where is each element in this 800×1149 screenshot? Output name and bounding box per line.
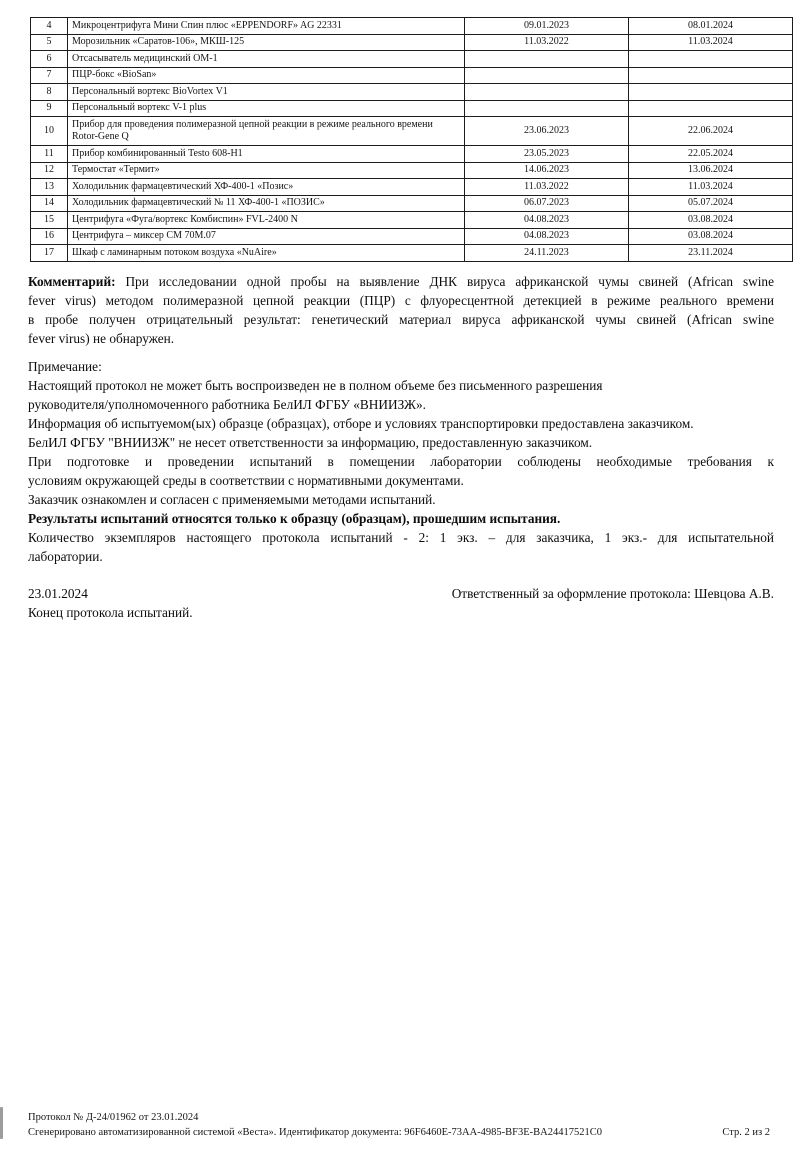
verification-date-cell: 11.03.2022 xyxy=(465,34,629,51)
notes-section xyxy=(28,357,774,566)
footer-protocol-number: Протокол № Д-24/01962 от 23.01.2024 xyxy=(28,1112,199,1123)
responsible-person: Ответственный за оформление протокола: Шевцова А.В. xyxy=(451,585,774,601)
valid-until-date-cell: 11.03.2024 xyxy=(629,34,793,51)
equipment-row xyxy=(31,195,793,212)
scan-artifact xyxy=(0,1107,3,1139)
equipment-name-cell: Морозильник «Саратов-106», МКШ-125 xyxy=(68,34,465,51)
valid-until-date-cell xyxy=(629,67,793,84)
notes-line: руководителя/уполномоченного работника БелИЛ ФГБУ «ВНИИЗЖ». xyxy=(28,396,426,412)
equipment-name-cell: Термостат «Термит» xyxy=(68,162,465,179)
valid-until-date-cell: 03.08.2024 xyxy=(629,228,793,245)
verification-date-cell: 04.08.2023 xyxy=(465,228,629,245)
equipment-row xyxy=(31,34,793,51)
valid-until-date-cell: 22.06.2024 xyxy=(629,117,793,146)
comment-line: в пробе получен отрицательный результат: генетический материал вируса африканской чумы свиней (African swine xyxy=(28,311,774,327)
verification-date-cell: 23.06.2023 xyxy=(465,117,629,146)
verification-date-cell xyxy=(465,51,629,68)
equipment-name-cell: Холодильник фармацевтический № 11 ХФ-400-1 «ПОЗИС» xyxy=(68,195,465,212)
protocol-date: 23.01.2024 xyxy=(28,585,88,601)
page-footer xyxy=(28,1110,770,1140)
notes-line: условиям окружающей среды в соответствии с нормативными документами. xyxy=(28,472,464,488)
row-number-cell: 17 xyxy=(31,245,68,262)
equipment-row xyxy=(31,146,793,163)
verification-date-cell: 11.03.2022 xyxy=(465,179,629,196)
equipment-name-cell: Персональный вортекс BioVortex V1 xyxy=(68,84,465,101)
equipment-name-cell: ПЦР-бокс «BioSan» xyxy=(68,67,465,84)
row-number-cell: 13 xyxy=(31,179,68,196)
verification-date-cell: 23.05.2023 xyxy=(465,146,629,163)
comment-line: fever virus) не обнаружен. xyxy=(28,330,175,346)
row-number-cell: 8 xyxy=(31,84,68,101)
valid-until-date-cell: 22.05.2024 xyxy=(629,146,793,163)
equipment-row xyxy=(31,84,793,101)
notes-line: Настоящий протокол не может быть воспроизведен не в полном объеме без письменного разрешения xyxy=(28,377,603,393)
row-number-cell: 10 xyxy=(31,117,68,146)
equipment-row xyxy=(31,162,793,179)
signature-row xyxy=(28,584,774,603)
equipment-row xyxy=(31,245,793,262)
notes-line: лаборатории. xyxy=(28,548,103,564)
valid-until-date-cell xyxy=(629,100,793,117)
footer-second-line xyxy=(28,1125,770,1140)
footer-page-indicator: Стр. 2 из 2 xyxy=(722,1127,770,1138)
valid-until-date-cell xyxy=(629,84,793,101)
row-number-cell: 15 xyxy=(31,212,68,229)
verification-date-cell: 24.11.2023 xyxy=(465,245,629,262)
comment-line: fever virus) методом полимеразной цепной реакции (ПЦР) с флуоресцентной детекцией в режиме реального времени xyxy=(28,292,774,308)
equipment-row xyxy=(31,117,793,146)
equipment-table xyxy=(30,17,793,262)
protocol-document-page xyxy=(0,17,800,1149)
equipment-name-cell: Шкаф с ламинарным потоком воздуха «NuAire» xyxy=(68,245,465,262)
valid-until-date-cell xyxy=(629,51,793,68)
notes-line: При подготовке и проведении испытаний в помещении лаборатории соблюдены необходимые требования к xyxy=(28,453,774,469)
row-number-cell: 14 xyxy=(31,195,68,212)
footer-generated-info: Сгенерировано автоматизированной системой «Веста». Идентификатор документа: 96F6460E-73AA-4985-BF3E-BA24417521C0 xyxy=(28,1127,602,1138)
valid-until-date-cell: 03.08.2024 xyxy=(629,212,793,229)
notes-line: Информация об испытуемом(ых) образце (образцах), отборе и условиях транспортировки предоставлена заказчиком. xyxy=(28,415,694,431)
verification-date-cell xyxy=(465,100,629,117)
row-number-cell: 5 xyxy=(31,34,68,51)
row-number-cell: 12 xyxy=(31,162,68,179)
verification-date-cell: 14.06.2023 xyxy=(465,162,629,179)
equipment-name-cell: Микроцентрифуга Мини Спин плюс «EPPENDORF» AG 22331 xyxy=(68,18,465,35)
valid-until-date-cell: 23.11.2024 xyxy=(629,245,793,262)
equipment-row xyxy=(31,100,793,117)
verification-date-cell: 06.07.2023 xyxy=(465,195,629,212)
row-number-cell: 11 xyxy=(31,146,68,163)
equipment-name-cell: Отсасыватель медицинский ОМ-1 xyxy=(68,51,465,68)
row-number-cell: 9 xyxy=(31,100,68,117)
comment-label: Комментарий: xyxy=(28,273,116,289)
row-number-cell: 7 xyxy=(31,67,68,84)
notes-line: Заказчик ознакомлен и согласен с применяемыми методами испытаний. xyxy=(28,491,436,507)
equipment-row xyxy=(31,212,793,229)
notes-title: Примечание: xyxy=(28,358,102,374)
verification-date-cell xyxy=(465,67,629,84)
notes-line-results-bold: Результаты испытаний относятся только к образцу (образцам), прошедшим испытания. xyxy=(28,510,561,526)
valid-until-date-cell: 11.03.2024 xyxy=(629,179,793,196)
comment-text-line1: При исследовании одной пробы на выявление ДНК вируса африканской чумы свиней (African swine xyxy=(115,273,774,289)
equipment-name-cell: Прибор для проведения полимеразной цепной реакции в режиме реального времени Rotor-Gene Q xyxy=(68,117,465,146)
equipment-row xyxy=(31,179,793,196)
verification-date-cell: 09.01.2023 xyxy=(465,18,629,35)
equipment-name-cell: Центрифуга «Фуга/вортекс Комбиспин» FVL-2400 N xyxy=(68,212,465,229)
equipment-row xyxy=(31,228,793,245)
equipment-name-cell: Прибор комбинированный Testo 608-H1 xyxy=(68,146,465,163)
notes-line: Количество экземпляров настоящего протокола испытаний - 2: 1 экз. – для заказчика, 1 экз.- для испытательной xyxy=(28,529,774,545)
notes-line: БелИЛ ФГБУ "ВНИИЗЖ" не несет ответственности за информацию, предоставленную заказчиком. xyxy=(28,434,593,450)
row-number-cell: 16 xyxy=(31,228,68,245)
verification-date-cell: 04.08.2023 xyxy=(465,212,629,229)
end-of-protocol-line: Конец протокола испытаний. xyxy=(28,604,193,620)
comment-section xyxy=(28,272,774,348)
equipment-name-cell: Персональный вортекс V-1 plus xyxy=(68,100,465,117)
equipment-name-cell: Холодильник фармацевтический ХФ-400-1 «Позис» xyxy=(68,179,465,196)
valid-until-date-cell: 13.06.2024 xyxy=(629,162,793,179)
equipment-row xyxy=(31,18,793,35)
valid-until-date-cell: 05.07.2024 xyxy=(629,195,793,212)
equipment-name-cell: Центрифуга – миксер СМ 70М.07 xyxy=(68,228,465,245)
verification-date-cell xyxy=(465,84,629,101)
comment-line xyxy=(28,272,774,291)
equipment-row xyxy=(31,51,793,68)
document-body xyxy=(28,272,774,622)
row-number-cell: 6 xyxy=(31,51,68,68)
row-number-cell: 4 xyxy=(31,18,68,35)
equipment-row xyxy=(31,67,793,84)
equipment-table-body xyxy=(31,18,793,262)
valid-until-date-cell: 08.01.2024 xyxy=(629,18,793,35)
